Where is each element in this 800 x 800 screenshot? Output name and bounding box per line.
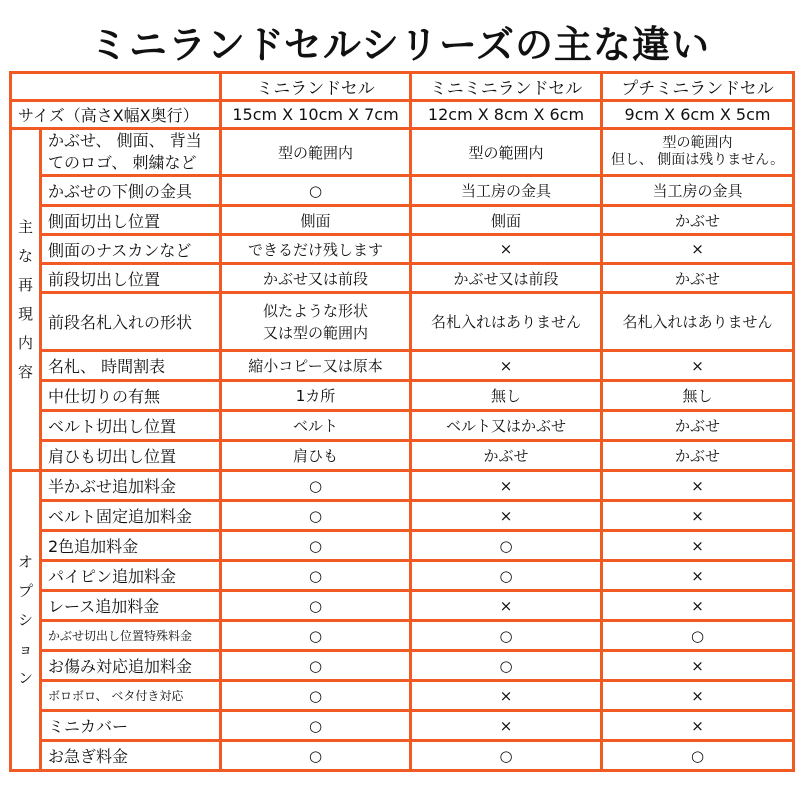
cell-text: ベルト切出し位置 <box>48 417 177 436</box>
table-row <box>11 235 794 264</box>
size-value: 9cm X 6cm X 5cm <box>602 101 794 129</box>
circle-mark-icon: ○ <box>690 626 705 645</box>
value-cell <box>411 206 602 235</box>
cell-text: かぶせ、 側面、 背当 <box>48 131 202 150</box>
value-cell <box>411 681 602 711</box>
table-row <box>11 741 794 771</box>
circle-mark-icon: ○ <box>499 536 513 555</box>
value-cell <box>602 293 794 351</box>
table-row <box>11 411 794 441</box>
table-row <box>11 264 794 293</box>
table-row <box>11 176 794 206</box>
table-row <box>11 471 794 501</box>
table-row <box>11 591 794 621</box>
cell-text: 型の範囲内 <box>277 143 353 162</box>
cross-mark-icon: × <box>691 536 704 555</box>
row-label: レース追加料金 <box>41 591 221 621</box>
row-label <box>41 176 221 206</box>
cross-mark-icon: × <box>691 686 704 705</box>
value-cell <box>602 621 794 651</box>
value-cell <box>602 351 794 381</box>
table-row <box>11 531 794 561</box>
value-cell <box>411 741 602 771</box>
value-cell <box>221 651 411 681</box>
cell-text: てのロゴ、 刺繍など <box>48 153 197 172</box>
group-label-main: 主な再現内容 <box>11 129 41 471</box>
cell-text: 似たような形状 <box>262 301 368 320</box>
cell-text: × <box>499 356 513 375</box>
cell-text: 肩ひも <box>292 447 338 465</box>
row-label: ベルト固定追加料金 <box>41 501 221 531</box>
row-label <box>41 351 221 381</box>
value-cell <box>221 501 411 531</box>
cell-text: 側面 <box>490 211 521 230</box>
value-cell <box>602 264 794 293</box>
value-cell <box>602 651 794 681</box>
row-label <box>41 206 221 235</box>
circle-mark-icon: ○ <box>308 746 323 765</box>
table-row <box>11 351 794 381</box>
table-row <box>11 561 794 591</box>
cell-text: 但し、 側面は残りません。 <box>610 152 785 168</box>
size-value: 12cm X 8cm X 6cm <box>411 101 602 129</box>
row-label <box>41 129 221 176</box>
cross-mark-icon: × <box>691 476 704 495</box>
page-title: ミニランドセルシリーズの主な違い <box>89 23 710 67</box>
cross-mark-icon: × <box>691 716 704 735</box>
value-cell <box>221 561 411 591</box>
size-value: 15cm X 10cm X 7cm <box>221 101 411 129</box>
row-label: 2色追加料金 <box>41 531 221 561</box>
table-row <box>11 651 794 681</box>
row-label <box>41 235 221 264</box>
cross-mark-icon: × <box>691 596 704 615</box>
corner-cell <box>11 73 221 101</box>
value-cell <box>411 441 602 471</box>
cross-mark-icon: × <box>691 656 704 675</box>
value-cell <box>411 129 602 176</box>
cell-text: 側面切出し位置 <box>48 211 161 231</box>
cell-text: 無し <box>682 387 713 405</box>
value-cell <box>602 591 794 621</box>
value-cell <box>221 351 411 381</box>
row-label <box>41 293 221 351</box>
cross-mark-icon: × <box>499 476 513 495</box>
value-cell <box>221 591 411 621</box>
table-row <box>11 621 794 651</box>
circle-mark-icon: ○ <box>308 566 323 585</box>
cell-text: 型の範囲内 <box>662 135 733 151</box>
value-cell <box>221 711 411 741</box>
value-cell <box>602 681 794 711</box>
size-row <box>11 101 794 129</box>
column-header: ミニランドセル <box>221 73 411 101</box>
cross-mark-icon: × <box>499 716 513 735</box>
value-cell <box>602 741 794 771</box>
value-cell <box>221 741 411 771</box>
table-row <box>11 441 794 471</box>
value-cell <box>411 264 602 293</box>
value-cell <box>411 351 602 381</box>
cell-text: 側面のナスカンなど <box>48 240 192 260</box>
circle-mark-icon: ○ <box>308 476 323 495</box>
value-cell <box>221 176 411 206</box>
group-label-option: オプション <box>11 471 41 771</box>
table-row <box>11 381 794 411</box>
table-row <box>11 293 794 351</box>
row-label <box>41 411 221 441</box>
value-cell <box>602 711 794 741</box>
row-label: お傷み対応追加料金 <box>41 651 221 681</box>
value-cell <box>411 176 602 206</box>
cell-text: かぶせの下側の金具 <box>48 182 193 201</box>
cell-text: ベルト <box>292 417 338 435</box>
cell-text: 名札入れはありません <box>430 313 581 331</box>
cross-mark-icon: × <box>499 686 513 705</box>
value-cell <box>221 681 411 711</box>
cell-text: ○ <box>308 181 323 200</box>
cell-text: かぶせ <box>674 211 720 230</box>
value-cell <box>221 381 411 411</box>
value-cell <box>221 441 411 471</box>
column-header: ミニミニランドセル <box>411 73 602 101</box>
value-cell <box>602 501 794 531</box>
value-cell <box>602 561 794 591</box>
cell-text: 又は型の範囲内 <box>262 323 368 342</box>
row-label: かぶせ切出し位置特殊料金 <box>41 621 221 651</box>
cell-text: 縮小コピー又は原本 <box>248 357 383 375</box>
header-row <box>11 73 794 101</box>
value-cell <box>221 471 411 501</box>
table-row <box>11 206 794 235</box>
value-cell <box>221 235 411 264</box>
table-row <box>11 501 794 531</box>
cell-text: × <box>691 356 704 375</box>
circle-mark-icon: ○ <box>499 626 513 645</box>
cell-text: 型の範囲内 <box>468 143 544 162</box>
value-cell <box>602 176 794 206</box>
value-cell <box>221 621 411 651</box>
value-cell <box>602 411 794 441</box>
value-cell <box>602 206 794 235</box>
cell-text: かぶせ又は前段 <box>453 269 559 288</box>
value-cell <box>602 129 794 176</box>
cross-mark-icon: × <box>691 506 704 525</box>
value-cell <box>411 531 602 561</box>
row-label: お急ぎ料金 <box>41 741 221 771</box>
table-row <box>11 129 794 176</box>
value-cell <box>221 264 411 293</box>
cross-mark-icon: × <box>499 506 513 525</box>
cell-text: かぶせ <box>674 447 720 465</box>
cell-text: かぶせ <box>674 417 720 435</box>
cell-text: かぶせ <box>674 269 720 288</box>
cell-text: 名札入れはありません <box>622 313 773 331</box>
circle-mark-icon: ○ <box>308 656 323 675</box>
cell-text: 当工房の金具 <box>460 182 551 200</box>
value-cell <box>602 441 794 471</box>
cell-text: 側面 <box>300 211 331 230</box>
value-cell <box>411 471 602 501</box>
value-cell <box>411 711 602 741</box>
circle-mark-icon: ○ <box>308 506 323 525</box>
value-cell <box>221 411 411 441</box>
cell-text: かぶせ <box>483 447 529 465</box>
comparison-table <box>9 71 795 772</box>
circle-mark-icon: ○ <box>308 596 323 615</box>
cell-text: 前段切出し位置 <box>48 269 161 289</box>
value-cell <box>411 651 602 681</box>
value-cell <box>221 129 411 176</box>
value-cell <box>411 235 602 264</box>
cell-text: × <box>691 240 704 258</box>
cell-text: 名札、 時間割表 <box>48 357 166 376</box>
cell-text: 中仕切りの有無 <box>48 387 161 406</box>
value-cell <box>411 591 602 621</box>
circle-mark-icon: ○ <box>499 656 513 675</box>
row-label <box>41 264 221 293</box>
circle-mark-icon: ○ <box>499 566 513 585</box>
cell-text: かぶせ又は前段 <box>262 269 368 288</box>
cell-text: 肩ひも切出し位置 <box>48 447 177 466</box>
row-label <box>41 441 221 471</box>
value-cell <box>602 471 794 501</box>
cell-text: 無し <box>490 387 521 405</box>
value-cell <box>221 531 411 561</box>
row-label: 半かぶせ追加料金 <box>41 471 221 501</box>
value-cell <box>602 235 794 264</box>
value-cell <box>411 501 602 531</box>
cell-text: 当工房の金具 <box>652 182 743 200</box>
value-cell <box>221 206 411 235</box>
cell-text: × <box>499 240 513 258</box>
cell-text: 前段名札入れの形状 <box>48 313 193 332</box>
circle-mark-icon: ○ <box>308 716 323 735</box>
table-row <box>11 681 794 711</box>
value-cell <box>602 531 794 561</box>
cross-mark-icon: × <box>499 596 513 615</box>
size-label: サイズ（高さX幅X奥行） <box>11 101 221 129</box>
row-label <box>41 381 221 411</box>
cross-mark-icon: × <box>691 566 704 585</box>
row-label: ミニカバー <box>41 711 221 741</box>
circle-mark-icon: ○ <box>690 746 705 765</box>
circle-mark-icon: ○ <box>308 536 323 555</box>
row-label: パイピン追加料金 <box>41 561 221 591</box>
circle-mark-icon: ○ <box>308 626 323 645</box>
cell-text: ベルト又はかぶせ <box>445 417 566 435</box>
table-row <box>11 711 794 741</box>
value-cell <box>411 561 602 591</box>
column-header: プチミニランドセル <box>602 73 794 101</box>
circle-mark-icon: ○ <box>308 686 323 705</box>
value-cell <box>411 411 602 441</box>
cell-text: できるだけ残します <box>247 240 383 259</box>
value-cell <box>411 293 602 351</box>
cell-text: 1カ所 <box>295 387 336 405</box>
circle-mark-icon: ○ <box>499 746 513 765</box>
value-cell <box>602 381 794 411</box>
value-cell <box>411 381 602 411</box>
value-cell <box>221 293 411 351</box>
row-label: ボロボロ、 ベタ付き対応 <box>41 681 221 711</box>
value-cell <box>411 621 602 651</box>
